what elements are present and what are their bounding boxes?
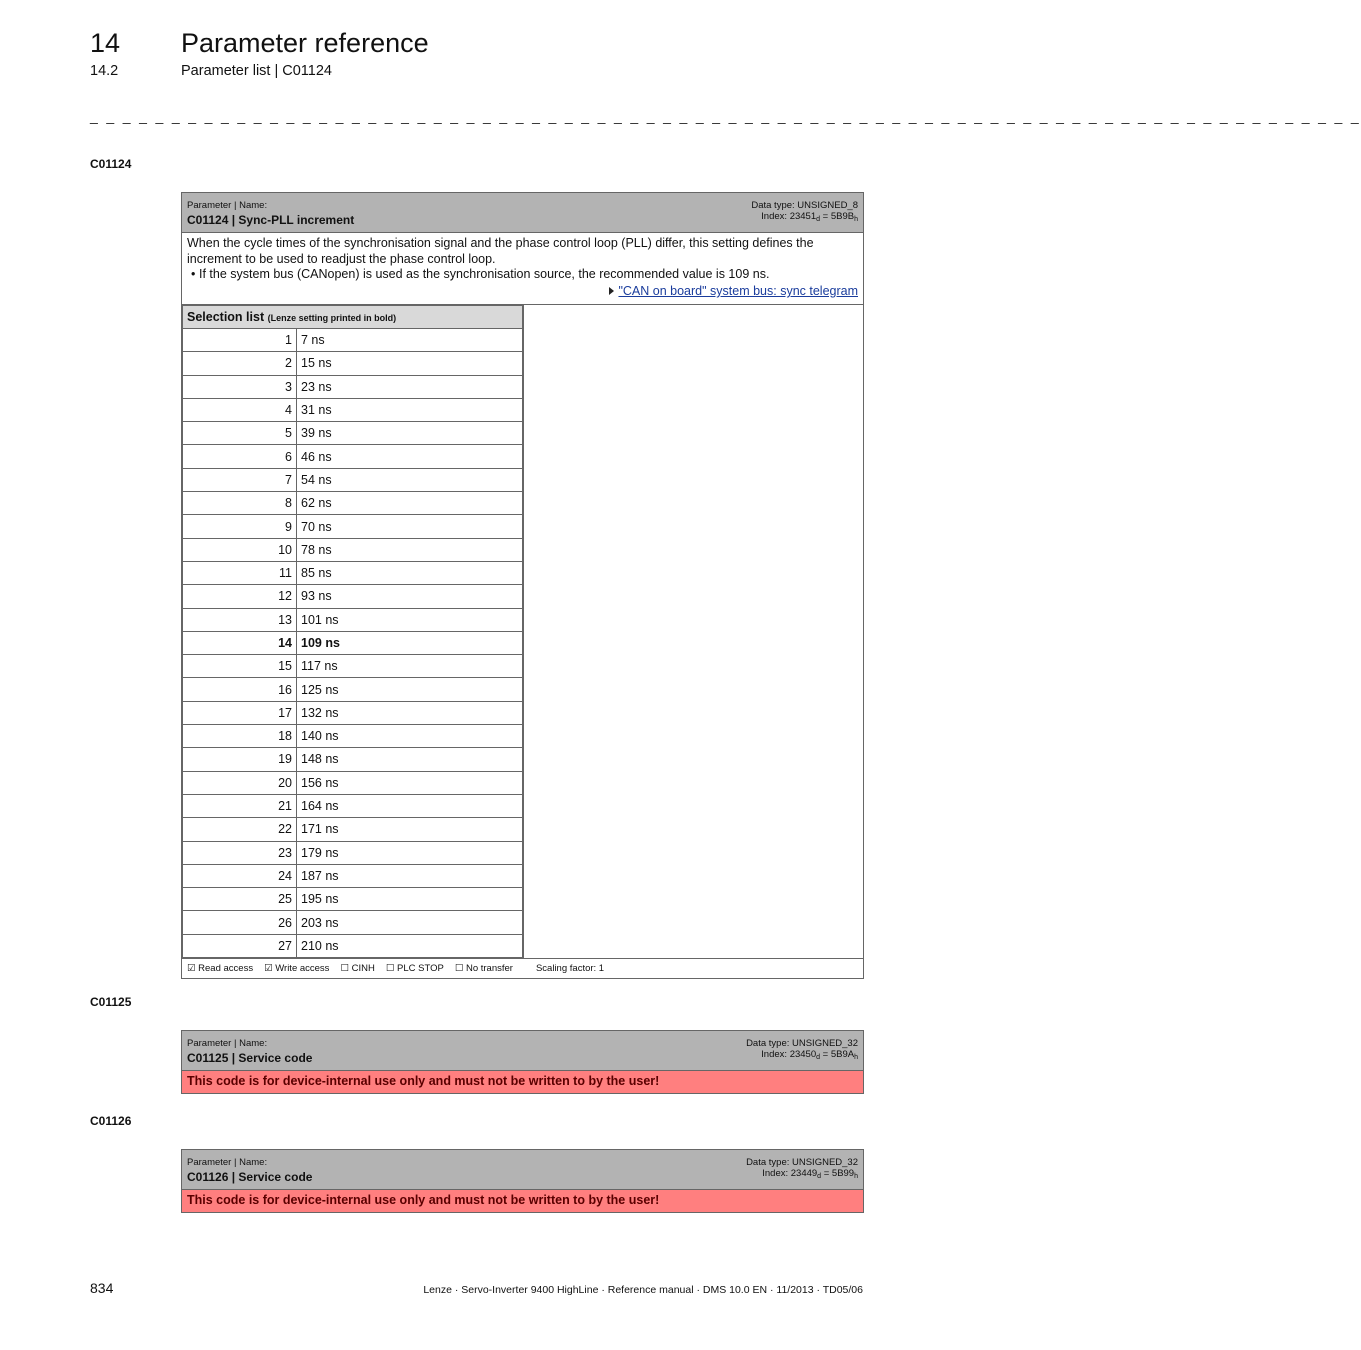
selection-key: 22 bbox=[183, 818, 297, 841]
header-divider: _ _ _ _ _ _ _ _ _ _ _ _ _ _ _ _ _ _ _ _ _ _ _ _ _ _ _ _ _ _ _ _ _ _ _ _ _ _ _ _ _ _ _ _ _ _ _ _ _ _ _ _ _ _ _ _ _ _ _ _ _ _ _ _ _ _ _ _ _ _ _ _ _ _ _ _ _ _ bbox=[90, 108, 1361, 124]
selection-value: 203 ns bbox=[297, 911, 523, 934]
section-label-c01125: C01125 bbox=[90, 995, 132, 1009]
selection-key: 19 bbox=[183, 748, 297, 771]
selection-value: 156 ns bbox=[297, 771, 523, 794]
service-code-warning: This code is for device-internal use only and must not be written to by the user! bbox=[182, 1071, 863, 1093]
selection-key: 24 bbox=[183, 864, 297, 887]
param-header bbox=[182, 1031, 863, 1071]
table-row bbox=[183, 934, 523, 957]
table-row bbox=[183, 329, 523, 352]
selection-list-header: Selection list (Lenze setting printed in bold) bbox=[183, 306, 523, 329]
selection-value: 15 ns bbox=[297, 352, 523, 375]
selection-key: 15 bbox=[183, 655, 297, 678]
table-row bbox=[183, 701, 523, 724]
table-row bbox=[183, 725, 523, 748]
section-label-c01126: C01126 bbox=[90, 1114, 132, 1128]
table-row bbox=[183, 538, 523, 561]
selection-key: 13 bbox=[183, 608, 297, 631]
param-name: C01125 | Service code bbox=[187, 1051, 313, 1065]
param-index: Index: $23450_d = 5B9A_h$ bbox=[761, 1049, 858, 1061]
param-label: Parameter | Name: bbox=[187, 1157, 268, 1168]
data-type: Data type: UNSIGNED_8 bbox=[751, 200, 858, 211]
table-row bbox=[183, 864, 523, 887]
selection-value: 31 ns bbox=[297, 398, 523, 421]
table-row bbox=[183, 841, 523, 864]
access-flag: ☑ Read access bbox=[187, 963, 254, 975]
selection-key: 14 bbox=[183, 631, 297, 654]
section-title: Parameter list | C01124 bbox=[181, 63, 332, 79]
table-row bbox=[183, 678, 523, 701]
param-header bbox=[182, 1150, 863, 1190]
selection-value: 23 ns bbox=[297, 375, 523, 398]
param-label: Parameter | Name: bbox=[187, 200, 268, 211]
selection-value: 187 ns bbox=[297, 864, 523, 887]
description-text: When the cycle times of the synchronisation signal and the phase control loop (PLL) differ, this setting defines the increment to be used to readjust the phase control loop. bbox=[187, 236, 814, 266]
sync-telegram-link[interactable]: "CAN on board" system bus: sync telegram bbox=[609, 284, 858, 300]
selection-key: 23 bbox=[183, 841, 297, 864]
selection-key: 8 bbox=[183, 492, 297, 515]
selection-key: 18 bbox=[183, 725, 297, 748]
param-index: Index: $23451_d = 5B9B_h$ bbox=[761, 211, 858, 223]
selection-key: 9 bbox=[183, 515, 297, 538]
selection-value: 164 ns bbox=[297, 794, 523, 817]
selection-key: 21 bbox=[183, 794, 297, 817]
scaling-factor: Scaling factor: 1 bbox=[535, 963, 605, 975]
selection-value: 54 ns bbox=[297, 468, 523, 491]
selection-value: 70 ns bbox=[297, 515, 523, 538]
description-bullet: • If the system bus (CANopen) is used as the synchronisation source, the recommended value is 109 ns. bbox=[187, 267, 858, 283]
selection-value: 171 ns bbox=[297, 818, 523, 841]
selection-value: 132 ns bbox=[297, 701, 523, 724]
selection-value: 39 ns bbox=[297, 422, 523, 445]
selection-list bbox=[182, 305, 863, 959]
selection-key: 20 bbox=[183, 771, 297, 794]
selection-value: 46 ns bbox=[297, 445, 523, 468]
param-header bbox=[182, 193, 863, 233]
selection-key: 12 bbox=[183, 585, 297, 608]
table-row bbox=[183, 585, 523, 608]
chapter-heading bbox=[90, 28, 429, 59]
param-name: C01126 | Service code bbox=[187, 1170, 313, 1184]
param-name: C01124 | Sync-PLL increment bbox=[187, 213, 355, 227]
selection-value: 7 ns bbox=[297, 329, 523, 352]
selection-key: 17 bbox=[183, 701, 297, 724]
selection-value: 125 ns bbox=[297, 678, 523, 701]
selection-table bbox=[182, 305, 523, 958]
param-box-c01124 bbox=[181, 192, 864, 979]
table-row bbox=[183, 655, 523, 678]
param-box-c01126 bbox=[181, 1149, 864, 1213]
selection-value: 62 ns bbox=[297, 492, 523, 515]
table-row bbox=[183, 515, 523, 538]
chapter-title: Parameter reference bbox=[181, 28, 429, 58]
selection-value: 148 ns bbox=[297, 748, 523, 771]
section-label-c01124: C01124 bbox=[90, 157, 132, 171]
selection-key: 4 bbox=[183, 398, 297, 421]
table-row bbox=[183, 398, 523, 421]
page-number: 834 bbox=[90, 1280, 114, 1296]
selection-key: 27 bbox=[183, 934, 297, 957]
selection-key: 16 bbox=[183, 678, 297, 701]
selection-key: 7 bbox=[183, 468, 297, 491]
param-label: Parameter | Name: bbox=[187, 1038, 268, 1049]
param-box-c01125 bbox=[181, 1030, 864, 1094]
table-row bbox=[183, 748, 523, 771]
triangle-right-icon bbox=[609, 287, 614, 295]
selection-list-blank-area bbox=[523, 305, 863, 958]
access-flags bbox=[182, 959, 863, 978]
table-row bbox=[183, 608, 523, 631]
selection-value: 140 ns bbox=[297, 725, 523, 748]
selection-key: 1 bbox=[183, 329, 297, 352]
doc-footer: Lenze · Servo-Inverter 9400 HighLine · Reference manual · DMS 10.0 EN · 11/2013 · TD05/06 bbox=[423, 1284, 863, 1296]
table-row bbox=[183, 375, 523, 398]
section-number: 14.2 bbox=[90, 63, 119, 79]
selection-key: 5 bbox=[183, 422, 297, 445]
access-flag: ☐ No transfer bbox=[454, 963, 513, 975]
table-row bbox=[183, 911, 523, 934]
table-row bbox=[183, 771, 523, 794]
table-row bbox=[183, 888, 523, 911]
access-flag: ☑ Write access bbox=[264, 963, 330, 975]
selection-key: 11 bbox=[183, 561, 297, 584]
service-code-warning: This code is for device-internal use only and must not be written to by the user! bbox=[182, 1190, 863, 1212]
param-description bbox=[182, 233, 863, 305]
selection-value: 101 ns bbox=[297, 608, 523, 631]
section-heading bbox=[90, 63, 332, 79]
selection-value: 210 ns bbox=[297, 934, 523, 957]
selection-value: 179 ns bbox=[297, 841, 523, 864]
selection-key: 2 bbox=[183, 352, 297, 375]
selection-key: 25 bbox=[183, 888, 297, 911]
table-row bbox=[183, 561, 523, 584]
table-row bbox=[183, 492, 523, 515]
access-flag: ☐ CINH bbox=[340, 963, 375, 975]
table-row bbox=[183, 468, 523, 491]
selection-value: 117 ns bbox=[297, 655, 523, 678]
selection-key: 3 bbox=[183, 375, 297, 398]
selection-value: 195 ns bbox=[297, 888, 523, 911]
table-row bbox=[183, 422, 523, 445]
selection-value: 78 ns bbox=[297, 538, 523, 561]
table-row bbox=[183, 818, 523, 841]
chapter-number: 14 bbox=[90, 28, 121, 58]
access-flag: ☐ PLC STOP bbox=[385, 963, 444, 975]
selection-value: 109 ns bbox=[297, 631, 523, 654]
selection-key: 10 bbox=[183, 538, 297, 561]
selection-key: 26 bbox=[183, 911, 297, 934]
selection-value: 85 ns bbox=[297, 561, 523, 584]
table-row bbox=[183, 352, 523, 375]
table-row bbox=[183, 445, 523, 468]
table-row bbox=[183, 631, 523, 654]
data-type: Data type: UNSIGNED_32 bbox=[746, 1038, 858, 1049]
param-index: Index: $23449_d = 5B99_h$ bbox=[762, 1168, 858, 1180]
selection-key: 6 bbox=[183, 445, 297, 468]
table-row bbox=[183, 794, 523, 817]
data-type: Data type: UNSIGNED_32 bbox=[746, 1157, 858, 1168]
selection-value: 93 ns bbox=[297, 585, 523, 608]
